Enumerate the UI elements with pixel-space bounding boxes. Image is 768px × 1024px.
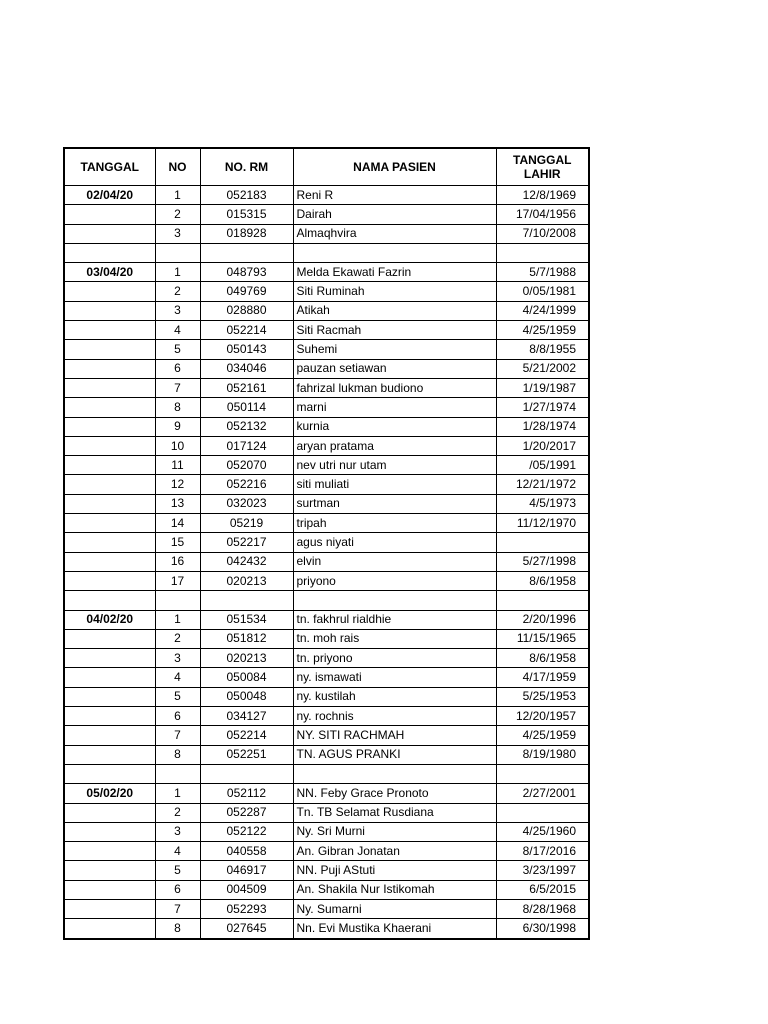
cell-tanggal-lahir: 2/27/2001	[496, 784, 589, 803]
cell-tanggal	[64, 803, 155, 822]
cell-no: 8	[155, 919, 200, 939]
table-body	[64, 186, 589, 939]
cell-tanggal-lahir: 8/6/1958	[496, 571, 589, 590]
cell-tanggal	[64, 745, 155, 764]
cell-no-rm: 052214	[200, 321, 293, 340]
table-row	[64, 861, 589, 880]
cell-nama-pasien: ny. ismawati	[293, 668, 496, 687]
cell-no: 4	[155, 321, 200, 340]
patient-table	[63, 147, 590, 940]
cell-nama-pasien: tn. moh rais	[293, 629, 496, 648]
cell-no-rm	[200, 591, 293, 610]
cell-no: 6	[155, 707, 200, 726]
cell-no-rm: 050048	[200, 687, 293, 706]
cell-no: 10	[155, 436, 200, 455]
cell-tanggal-lahir: 5/7/1988	[496, 263, 589, 282]
table-row	[64, 649, 589, 668]
table-row	[64, 359, 589, 378]
cell-tanggal-lahir: 8/19/1980	[496, 745, 589, 764]
cell-tanggal-lahir: 5/21/2002	[496, 359, 589, 378]
cell-nama-pasien: Siti Ruminah	[293, 282, 496, 301]
table-row	[64, 494, 589, 513]
cell-tanggal	[64, 533, 155, 552]
cell-no-rm: 049769	[200, 282, 293, 301]
cell-tanggal-lahir: 7/10/2008	[496, 224, 589, 243]
cell-tanggal	[64, 321, 155, 340]
cell-no: 6	[155, 880, 200, 899]
cell-no-rm: 027645	[200, 919, 293, 939]
cell-tanggal-lahir: 12/20/1957	[496, 707, 589, 726]
cell-tanggal	[64, 726, 155, 745]
cell-nama-pasien: tn. priyono	[293, 649, 496, 668]
cell-tanggal-lahir: 4/24/1999	[496, 301, 589, 320]
cell-tanggal-lahir: 8/28/1968	[496, 899, 589, 918]
cell-no	[155, 591, 200, 610]
cell-no-rm: 052070	[200, 456, 293, 475]
cell-no: 11	[155, 456, 200, 475]
cell-tanggal-lahir	[496, 803, 589, 822]
cell-tanggal: 03/04/20	[64, 263, 155, 282]
cell-no-rm: 052183	[200, 186, 293, 205]
cell-nama-pasien: An. Shakila Nur Istikomah	[293, 880, 496, 899]
cell-tanggal	[64, 687, 155, 706]
cell-no: 5	[155, 861, 200, 880]
table-row	[64, 282, 589, 301]
table-row	[64, 899, 589, 918]
table-header	[64, 148, 589, 186]
cell-tanggal	[64, 398, 155, 417]
cell-nama-pasien: Almaqhvira	[293, 224, 496, 243]
cell-tanggal-lahir: 6/30/1998	[496, 919, 589, 939]
cell-no: 5	[155, 687, 200, 706]
cell-no: 12	[155, 475, 200, 494]
table-row	[64, 398, 589, 417]
cell-tanggal	[64, 861, 155, 880]
header-no-rm: NO. RM	[200, 148, 293, 186]
table-row	[64, 803, 589, 822]
cell-nama-pasien: Reni R	[293, 186, 496, 205]
cell-no: 4	[155, 668, 200, 687]
cell-no: 13	[155, 494, 200, 513]
cell-tanggal-lahir: 1/19/1987	[496, 378, 589, 397]
cell-no-rm: 034127	[200, 707, 293, 726]
table-row	[64, 629, 589, 648]
cell-tanggal-lahir	[496, 591, 589, 610]
cell-no: 7	[155, 378, 200, 397]
table-row	[64, 610, 589, 629]
cell-no-rm: 020213	[200, 649, 293, 668]
cell-tanggal	[64, 417, 155, 436]
table-row	[64, 263, 589, 282]
table-row	[64, 243, 589, 262]
cell-no: 9	[155, 417, 200, 436]
cell-no-rm: 050084	[200, 668, 293, 687]
cell-no: 2	[155, 205, 200, 224]
cell-no-rm	[200, 764, 293, 783]
header-nama-pasien: NAMA PASIEN	[293, 148, 496, 186]
cell-tanggal-lahir: 3/23/1997	[496, 861, 589, 880]
cell-no	[155, 243, 200, 262]
cell-no: 5	[155, 340, 200, 359]
table-row	[64, 822, 589, 841]
table-row	[64, 668, 589, 687]
table-row	[64, 784, 589, 803]
cell-no: 8	[155, 398, 200, 417]
cell-nama-pasien: An. Gibran Jonatan	[293, 842, 496, 861]
table-row	[64, 687, 589, 706]
cell-tanggal	[64, 880, 155, 899]
cell-no	[155, 764, 200, 783]
cell-no-rm: 048793	[200, 263, 293, 282]
cell-tanggal-lahir: 11/15/1965	[496, 629, 589, 648]
cell-tanggal	[64, 340, 155, 359]
table-row	[64, 321, 589, 340]
cell-tanggal	[64, 475, 155, 494]
cell-nama-pasien	[293, 591, 496, 610]
table-row	[64, 456, 589, 475]
cell-tanggal	[64, 436, 155, 455]
cell-nama-pasien: surtman	[293, 494, 496, 513]
table-row	[64, 764, 589, 783]
cell-tanggal	[64, 359, 155, 378]
cell-nama-pasien: priyono	[293, 571, 496, 590]
cell-no-rm: 032023	[200, 494, 293, 513]
cell-nama-pasien: agus niyati	[293, 533, 496, 552]
cell-nama-pasien: ny. rochnis	[293, 707, 496, 726]
cell-no: 1	[155, 784, 200, 803]
cell-tanggal	[64, 514, 155, 533]
table-row	[64, 378, 589, 397]
cell-nama-pasien: kurnia	[293, 417, 496, 436]
cell-tanggal-lahir: 4/5/1973	[496, 494, 589, 513]
cell-no-rm: 004509	[200, 880, 293, 899]
cell-no: 2	[155, 282, 200, 301]
table-row	[64, 707, 589, 726]
table-row	[64, 186, 589, 205]
cell-tanggal	[64, 378, 155, 397]
table-row	[64, 591, 589, 610]
cell-tanggal-lahir: /05/1991	[496, 456, 589, 475]
cell-tanggal	[64, 842, 155, 861]
cell-no: 8	[155, 745, 200, 764]
table-row	[64, 301, 589, 320]
cell-nama-pasien: tripah	[293, 514, 496, 533]
table-row	[64, 533, 589, 552]
cell-tanggal	[64, 591, 155, 610]
table-row	[64, 340, 589, 359]
cell-nama-pasien: tn. fakhrul rialdhie	[293, 610, 496, 629]
cell-no-rm: 017124	[200, 436, 293, 455]
cell-tanggal-lahir: 1/27/1974	[496, 398, 589, 417]
cell-nama-pasien: elvin	[293, 552, 496, 571]
cell-nama-pasien: Ny. Sri Murni	[293, 822, 496, 841]
cell-tanggal-lahir: 11/12/1970	[496, 514, 589, 533]
cell-no: 2	[155, 803, 200, 822]
cell-no: 7	[155, 899, 200, 918]
cell-tanggal	[64, 668, 155, 687]
cell-nama-pasien: NN. Puji AStuti	[293, 861, 496, 880]
cell-tanggal	[64, 707, 155, 726]
cell-tanggal-lahir	[496, 243, 589, 262]
cell-tanggal-lahir: 4/25/1959	[496, 726, 589, 745]
header-row	[64, 148, 589, 186]
cell-tanggal-lahir: 6/5/2015	[496, 880, 589, 899]
cell-no-rm: 051534	[200, 610, 293, 629]
cell-no-rm: 046917	[200, 861, 293, 880]
cell-no: 15	[155, 533, 200, 552]
cell-tanggal	[64, 205, 155, 224]
cell-no-rm: 034046	[200, 359, 293, 378]
cell-nama-pasien: Nn. Evi Mustika Khaerani	[293, 919, 496, 939]
cell-tanggal-lahir: 4/25/1960	[496, 822, 589, 841]
cell-no-rm: 052293	[200, 899, 293, 918]
cell-no-rm: 052287	[200, 803, 293, 822]
cell-nama-pasien: ny. kustilah	[293, 687, 496, 706]
cell-tanggal-lahir: 0/05/1981	[496, 282, 589, 301]
table-row	[64, 571, 589, 590]
cell-no-rm: 052216	[200, 475, 293, 494]
cell-tanggal-lahir: 12/8/1969	[496, 186, 589, 205]
table-row	[64, 726, 589, 745]
cell-tanggal-lahir: 5/27/1998	[496, 552, 589, 571]
cell-nama-pasien: NY. SITI RACHMAH	[293, 726, 496, 745]
table-row	[64, 224, 589, 243]
cell-tanggal-lahir: 12/21/1972	[496, 475, 589, 494]
cell-tanggal: 04/02/20	[64, 610, 155, 629]
cell-no: 6	[155, 359, 200, 378]
cell-no: 4	[155, 842, 200, 861]
cell-tanggal-lahir: 17/04/1956	[496, 205, 589, 224]
cell-nama-pasien: pauzan setiawan	[293, 359, 496, 378]
cell-tanggal	[64, 301, 155, 320]
cell-no-rm: 040558	[200, 842, 293, 861]
cell-no: 3	[155, 301, 200, 320]
cell-nama-pasien: marni	[293, 398, 496, 417]
cell-no-rm: 015315	[200, 205, 293, 224]
cell-tanggal-lahir	[496, 764, 589, 783]
table-row	[64, 436, 589, 455]
cell-no-rm: 050114	[200, 398, 293, 417]
cell-no-rm: 052132	[200, 417, 293, 436]
cell-no-rm	[200, 243, 293, 262]
cell-no: 16	[155, 552, 200, 571]
cell-nama-pasien: fahrizal lukman budiono	[293, 378, 496, 397]
cell-nama-pasien: Dairah	[293, 205, 496, 224]
cell-tanggal	[64, 919, 155, 939]
cell-tanggal	[64, 224, 155, 243]
cell-tanggal-lahir: 1/20/2017	[496, 436, 589, 455]
header-tanggal: TANGGAL	[64, 148, 155, 186]
cell-tanggal	[64, 649, 155, 668]
cell-no: 1	[155, 263, 200, 282]
cell-nama-pasien	[293, 764, 496, 783]
table-row	[64, 514, 589, 533]
cell-nama-pasien: nev utri nur utam	[293, 456, 496, 475]
cell-tanggal-lahir: 1/28/1974	[496, 417, 589, 436]
cell-tanggal-lahir	[496, 533, 589, 552]
cell-no-rm: 042432	[200, 552, 293, 571]
cell-nama-pasien: Melda Ekawati Fazrin	[293, 263, 496, 282]
cell-tanggal-lahir: 8/6/1958	[496, 649, 589, 668]
cell-no-rm: 052214	[200, 726, 293, 745]
table-row	[64, 417, 589, 436]
cell-no: 1	[155, 610, 200, 629]
header-no: NO	[155, 148, 200, 186]
header-tanggal-lahir: TANGGAL LAHIR	[496, 148, 589, 186]
cell-tanggal-lahir: 2/20/1996	[496, 610, 589, 629]
cell-no: 14	[155, 514, 200, 533]
cell-nama-pasien: Ny. Sumarni	[293, 899, 496, 918]
cell-no-rm: 052217	[200, 533, 293, 552]
cell-no: 17	[155, 571, 200, 590]
table-row	[64, 205, 589, 224]
cell-nama-pasien: aryan pratama	[293, 436, 496, 455]
cell-no-rm: 052161	[200, 378, 293, 397]
cell-tanggal	[64, 456, 155, 475]
cell-tanggal	[64, 899, 155, 918]
cell-no-rm: 028880	[200, 301, 293, 320]
cell-no-rm: 052122	[200, 822, 293, 841]
cell-nama-pasien: Siti Racmah	[293, 321, 496, 340]
cell-tanggal-lahir: 5/25/1953	[496, 687, 589, 706]
cell-no: 2	[155, 629, 200, 648]
cell-nama-pasien: siti muliati	[293, 475, 496, 494]
cell-nama-pasien: NN. Feby Grace Pronoto	[293, 784, 496, 803]
cell-tanggal-lahir: 4/25/1959	[496, 321, 589, 340]
cell-nama-pasien: Atikah	[293, 301, 496, 320]
cell-tanggal: 02/04/20	[64, 186, 155, 205]
cell-no-rm: 051812	[200, 629, 293, 648]
cell-no: 3	[155, 224, 200, 243]
cell-nama-pasien	[293, 243, 496, 262]
cell-no: 3	[155, 822, 200, 841]
cell-tanggal	[64, 282, 155, 301]
cell-no: 7	[155, 726, 200, 745]
cell-no-rm: 05219	[200, 514, 293, 533]
cell-no: 3	[155, 649, 200, 668]
cell-tanggal	[64, 822, 155, 841]
cell-tanggal-lahir: 4/17/1959	[496, 668, 589, 687]
cell-tanggal: 05/02/20	[64, 784, 155, 803]
cell-no-rm: 052112	[200, 784, 293, 803]
cell-tanggal	[64, 764, 155, 783]
cell-nama-pasien: Tn. TB Selamat Rusdiana	[293, 803, 496, 822]
table-row	[64, 552, 589, 571]
cell-tanggal	[64, 494, 155, 513]
cell-tanggal	[64, 571, 155, 590]
cell-nama-pasien: Suhemi	[293, 340, 496, 359]
cell-tanggal	[64, 243, 155, 262]
cell-tanggal	[64, 552, 155, 571]
table-row	[64, 842, 589, 861]
cell-tanggal-lahir: 8/17/2016	[496, 842, 589, 861]
cell-no-rm: 020213	[200, 571, 293, 590]
cell-no-rm: 018928	[200, 224, 293, 243]
cell-no-rm: 052251	[200, 745, 293, 764]
table-row	[64, 745, 589, 764]
cell-tanggal	[64, 629, 155, 648]
cell-nama-pasien: TN. AGUS PRANKI	[293, 745, 496, 764]
table-row	[64, 919, 589, 939]
cell-no: 1	[155, 186, 200, 205]
table-row	[64, 475, 589, 494]
table-row	[64, 880, 589, 899]
cell-tanggal-lahir: 8/8/1955	[496, 340, 589, 359]
cell-no-rm: 050143	[200, 340, 293, 359]
